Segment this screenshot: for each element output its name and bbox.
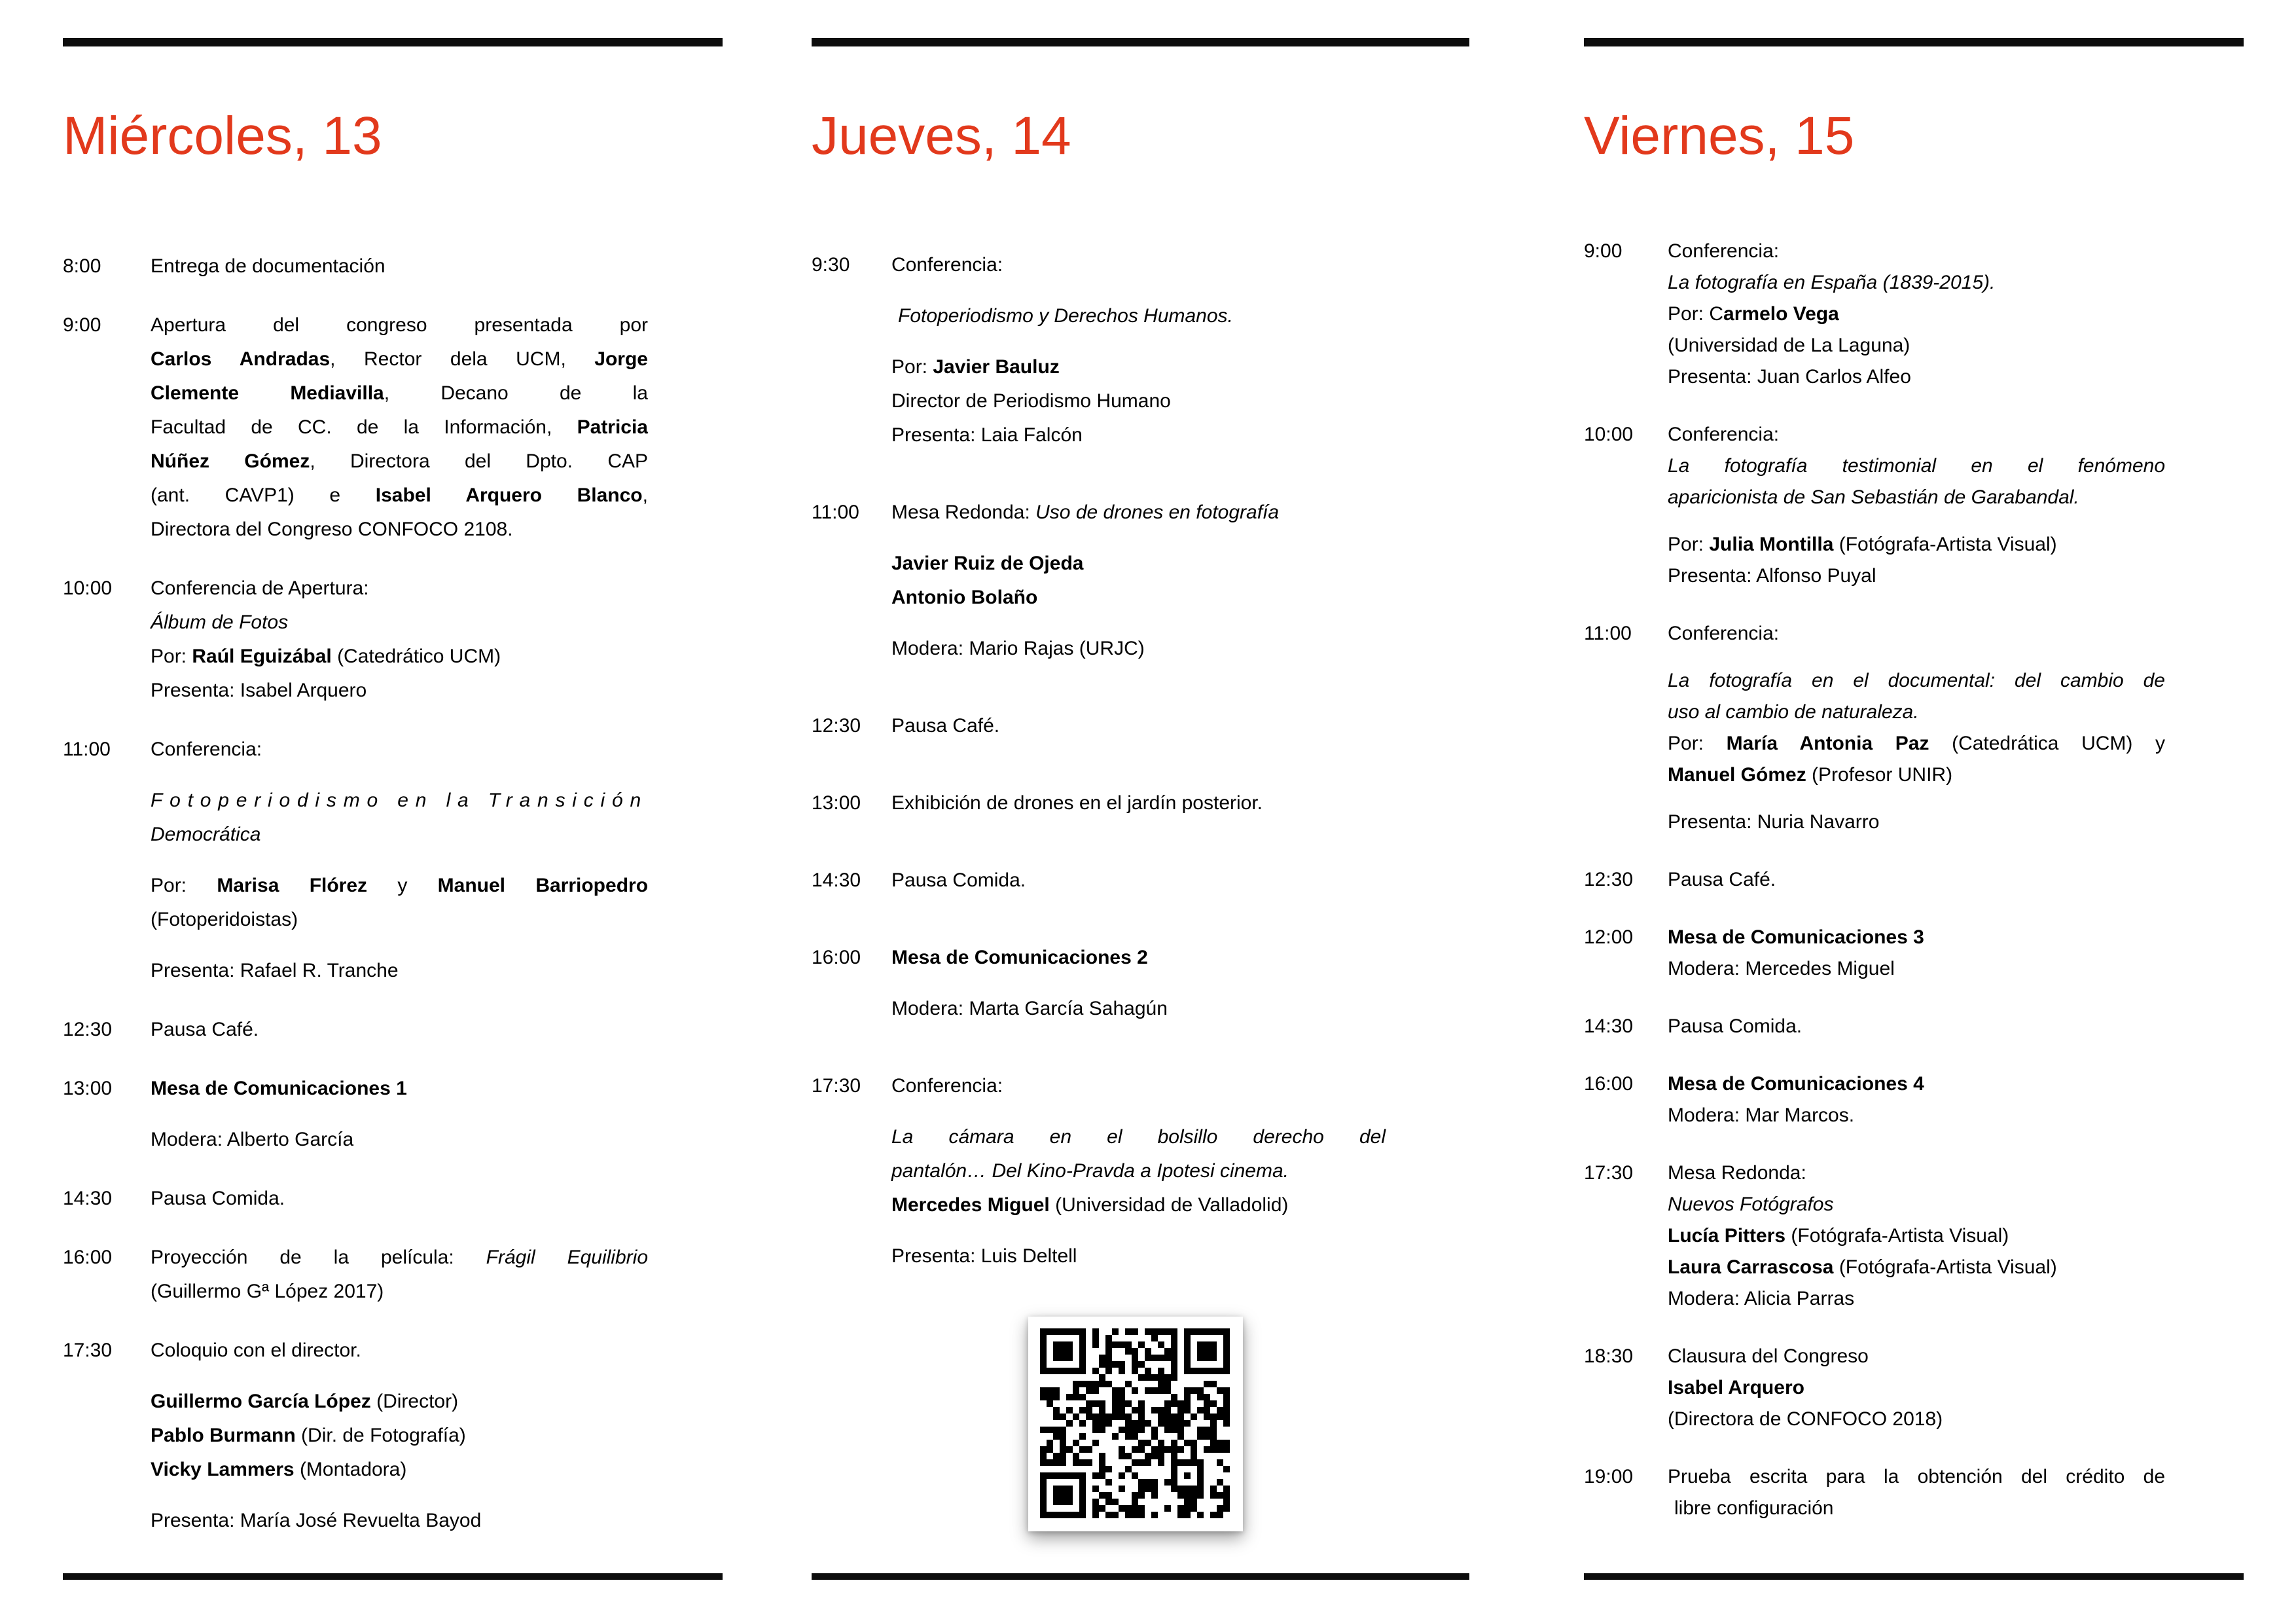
entry-line: Isabel Arquero (1668, 1377, 1804, 1398)
column-viernes (1584, 38, 2244, 1590)
entry-line: Carlos Andradas, Rector dela UCM, Jorge (151, 348, 648, 370)
entry-content (151, 308, 648, 547)
entry-line: Mesa de Comunicaciones 1 (151, 1078, 407, 1099)
entry-line: Presenta: Juan Carlos Alfeo (1668, 366, 1911, 388)
entry-line: Modera: Mario Rajas (URJC) (891, 638, 1145, 659)
schedule-entry (63, 1334, 648, 1538)
top-rule (63, 38, 723, 46)
entry-line: Pausa Comida. (1668, 1015, 1803, 1037)
qr-code-image (1040, 1328, 1230, 1518)
entry-line: Por: Javier Bauluz (891, 356, 1060, 378)
entry-line: (ant. CAVP1) e Isabel Arquero Blanco, (151, 484, 648, 506)
entry-line: Conferencia: (891, 254, 1003, 276)
entry-line: La cámara en el bolsillo derecho del (891, 1126, 1386, 1148)
schedule-entry (812, 709, 1386, 743)
entry-content (1668, 1461, 2165, 1524)
entry-content (1668, 618, 2165, 838)
column-miercoles (63, 38, 723, 1590)
entry-time: 14:30 (1584, 1015, 1634, 1037)
entry-time: 9:00 (1584, 240, 1623, 262)
entry-time: 17:30 (1584, 1162, 1634, 1184)
entry-content (1668, 1341, 2165, 1435)
schedule-entry (63, 249, 648, 283)
entry-line: Guillermo García López (Director) (151, 1391, 459, 1412)
entry-content (151, 1334, 648, 1538)
entry-line: Mesa de Comunicaciones 4 (1668, 1073, 1924, 1095)
entry-content (151, 1182, 648, 1216)
entry-content (151, 1241, 648, 1309)
entry-time: 19:00 (1584, 1466, 1634, 1487)
top-rule (1584, 38, 2244, 46)
entry-line: Clausura del Congreso (1668, 1345, 1869, 1367)
entry-time: 16:00 (1584, 1073, 1634, 1095)
entry-time: 17:30 (63, 1340, 113, 1361)
entry-line: (Guillermo Gª López 2017) (151, 1281, 384, 1302)
entry-line: Por: Carmelo Vega (1668, 303, 1839, 325)
entry-line: Manuel Gómez (Profesor UNIR) (1668, 764, 1953, 786)
entry-line: Clemente Mediavilla, Decano de la (151, 382, 648, 404)
entry-time: 13:00 (812, 792, 861, 814)
schedule-entry (1584, 618, 2165, 838)
schedule-entry (1584, 1068, 2165, 1131)
schedule-entry (1584, 922, 2165, 985)
schedule-entry (812, 941, 1386, 1026)
entry-time: 11:00 (63, 739, 111, 760)
entry-line: Fotoperiodismo y Derechos Humanos. (898, 305, 1233, 327)
entry-content (891, 786, 1386, 820)
entry-line: Mercedes Miguel (Universidad de Valladolid) (891, 1194, 1289, 1216)
entry-line: Conferencia: (151, 739, 262, 760)
entry-line: Apertura del congreso presentada por (151, 314, 648, 336)
entry-content (891, 248, 1386, 452)
entry-content (1668, 1011, 2165, 1042)
entry-content (891, 1069, 1386, 1273)
entry-line: Mesa Redonda: Uso de drones en fotografía (891, 501, 1280, 523)
schedule-entry (63, 1072, 648, 1157)
entry-line: Javier Ruiz de Ojeda (891, 553, 1084, 574)
entry-line: Por: María Antonia Paz (Catedrática UCM) y (1668, 733, 2166, 754)
entry-line: Por: Raúl Eguizábal (Catedrático UCM) (151, 646, 501, 667)
entry-line: Presenta: Alfonso Puyal (1668, 565, 1876, 587)
schedule-entry (1584, 1341, 2165, 1435)
schedule-entry (812, 786, 1386, 820)
entry-line: Pausa Café. (891, 715, 1000, 737)
entry-line: La fotografía en el documental: del cambio de (1668, 670, 2165, 691)
entry-content (891, 496, 1386, 666)
entry-line: Exhibición de drones en el jardín posterior. (891, 792, 1263, 814)
schedule-entry (63, 1241, 648, 1309)
entry-line: Modera: Mar Marcos. (1668, 1104, 1855, 1126)
entry-time: 17:30 (812, 1075, 861, 1097)
entry-line: Coloquio con el director. (151, 1340, 361, 1361)
entry-time: 10:00 (63, 577, 113, 599)
bottom-rule (812, 1573, 1469, 1580)
entry-line: Presenta: Nuria Navarro (1668, 811, 1880, 833)
entry-time: 14:30 (63, 1188, 113, 1209)
entry-line: Pausa Comida. (151, 1188, 285, 1209)
entry-content (891, 864, 1386, 898)
schedule-entry (812, 1069, 1386, 1273)
entry-line: Prueba escrita para la obtención del crédito de (1668, 1466, 2165, 1487)
entry-line: Modera: Alberto García (151, 1129, 354, 1150)
column-jueves (812, 38, 1469, 1590)
entry-time: 14:30 (812, 869, 861, 891)
entry-content (1668, 236, 2165, 393)
entry-line: Laura Carrascosa (Fotógrafa-Artista Visual) (1668, 1256, 2057, 1278)
schedule-entry (63, 308, 648, 547)
day-title: Jueves, 14 (812, 106, 1071, 166)
bottom-rule (1584, 1573, 2244, 1580)
schedule-entry (63, 733, 648, 988)
entry-content (151, 1072, 648, 1157)
entry-line: Por: Julia Montilla (Fotógrafa-Artista Visual) (1668, 534, 2057, 555)
entry-time: 18:30 (1584, 1345, 1634, 1367)
entry-content (1668, 1068, 2165, 1131)
schedule-entry (1584, 1011, 2165, 1042)
entry-line: (Directora de CONFOCO 2018) (1668, 1408, 1943, 1430)
entry-time: 9:30 (812, 254, 850, 276)
schedule-entry (1584, 864, 2165, 896)
schedule-entry (63, 1013, 648, 1047)
entry-content (151, 249, 648, 283)
entry-line: Lucía Pitters (Fotógrafa-Artista Visual) (1668, 1225, 2009, 1247)
entry-time: 16:00 (63, 1247, 113, 1268)
schedule-entry (812, 864, 1386, 898)
entry-line: Fotoperiodismo en la Transición (151, 790, 648, 811)
entry-line: Núñez Gómez, Directora del Dpto. CAP (151, 450, 648, 472)
entry-line: (Universidad de La Laguna) (1668, 335, 1910, 356)
entry-line: Modera: Alicia Parras (1668, 1288, 1855, 1309)
entry-line: pantalón… Del Kino-Pravda a Ipotesi cinema. (891, 1160, 1289, 1182)
schedule-entry (812, 248, 1386, 452)
entry-line: uso al cambio de naturaleza. (1668, 701, 1919, 723)
entry-line: Pablo Burmann (Dir. de Fotografía) (151, 1425, 466, 1446)
entry-line: Presenta: Rafael R. Tranche (151, 960, 399, 981)
entry-line: Pausa Café. (151, 1019, 259, 1040)
entry-line: Mesa Redonda: (1668, 1162, 1806, 1184)
day-title: Viernes, 15 (1584, 106, 1855, 166)
entry-line: Mesa de Comunicaciones 2 (891, 947, 1148, 968)
entry-content (1668, 864, 2165, 896)
entry-line: aparicionista de San Sebastián de Garabandal. (1668, 486, 2079, 508)
entry-line: Conferencia: (1668, 623, 1780, 644)
entry-line: Conferencia: (1668, 424, 1780, 445)
entry-line: Modera: Marta García Sahagún (891, 998, 1168, 1019)
top-rule (812, 38, 1469, 46)
qr-code (1028, 1317, 1243, 1531)
entry-line: Modera: Mercedes Miguel (1668, 958, 1895, 979)
entry-line: Presenta: Isabel Arquero (151, 680, 367, 701)
entry-line: Proyección de la película: Frágil Equilibrio (151, 1247, 648, 1268)
entry-line: La fotografía testimonial en el fenómeno (1668, 455, 2165, 477)
entry-line: Conferencia de Apertura: (151, 577, 369, 599)
entry-line: Presenta: María José Revuelta Bayod (151, 1510, 482, 1531)
entry-time: 10:00 (1584, 424, 1634, 445)
entry-content (151, 572, 648, 708)
entry-line: Entrega de documentación (151, 255, 386, 277)
day-title: Miércoles, 13 (63, 106, 382, 166)
schedule-entry (1584, 419, 2165, 592)
entry-line: Vicky Lammers (Montadora) (151, 1459, 407, 1480)
entry-content (891, 709, 1386, 743)
entry-line: Directora del Congreso CONFOCO 2108. (151, 519, 513, 540)
entry-time: 12:00 (1584, 926, 1634, 948)
schedule-entry (812, 496, 1386, 666)
schedule-entry (63, 1182, 648, 1216)
entry-line: Democrática (151, 824, 261, 845)
entry-line: Presenta: Laia Falcón (891, 424, 1083, 446)
entry-time: 16:00 (812, 947, 861, 968)
entry-line: Álbum de Fotos (151, 611, 289, 633)
entry-time: 12:30 (1584, 869, 1634, 890)
entry-time: 13:00 (63, 1078, 113, 1099)
entry-line: Pausa Comida. (891, 869, 1026, 891)
entry-line: Conferencia: (891, 1075, 1003, 1097)
entry-line: Nuevos Fotógrafos (1668, 1194, 1834, 1215)
entry-line: Antonio Bolaño (891, 587, 1038, 608)
entry-time: 11:00 (812, 501, 859, 523)
entry-line: Pausa Café. (1668, 869, 1776, 890)
schedule-entry (1584, 1461, 2165, 1524)
entry-line: Director de Periodismo Humano (891, 390, 1171, 412)
entry-content (151, 1013, 648, 1047)
entry-line: Mesa de Comunicaciones 3 (1668, 926, 1924, 948)
schedule-entry (1584, 236, 2165, 393)
entry-content (1668, 1158, 2165, 1315)
entry-line: (Fotoperidoistas) (151, 909, 298, 930)
entry-content (151, 733, 648, 988)
entry-time: 11:00 (1584, 623, 1632, 644)
schedule-list (1584, 236, 2244, 1524)
entry-line: Facultad de CC. de la Información, Patricia (151, 416, 648, 438)
schedule-list (812, 248, 1469, 1531)
entry-time: 12:30 (812, 715, 861, 737)
entry-content (1668, 922, 2165, 985)
schedule-list (63, 249, 723, 1538)
schedule-entry (1584, 1158, 2165, 1315)
entry-line: Por: Marisa Flórez y Manuel Barriopedro (151, 875, 649, 896)
entry-line: Conferencia: (1668, 240, 1780, 262)
bottom-rule (63, 1573, 723, 1580)
schedule-entry (63, 572, 648, 708)
entry-content (1668, 419, 2165, 592)
entry-line: libre configuración (1674, 1497, 1834, 1519)
entry-line: Presenta: Luis Deltell (891, 1245, 1077, 1267)
entry-time: 8:00 (63, 255, 101, 277)
entry-time: 9:00 (63, 314, 101, 336)
entry-line: La fotografía en España (1839-2015). (1668, 272, 1996, 293)
entry-time: 12:30 (63, 1019, 113, 1040)
entry-content (891, 941, 1386, 1026)
